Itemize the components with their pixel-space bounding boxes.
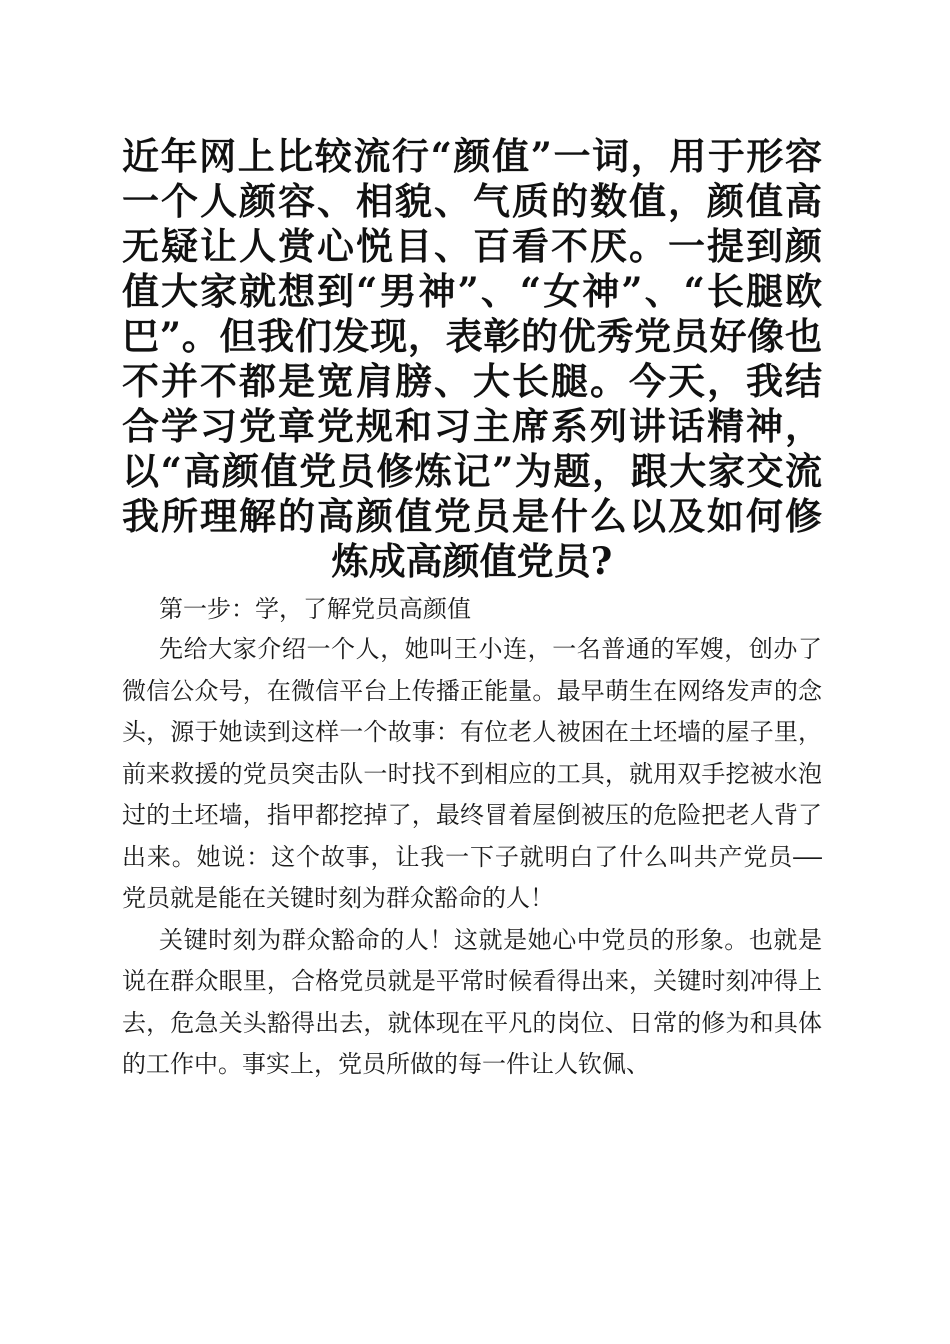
intro-paragraph: 近年网上比较流行“颜值”一词，用于形容一个人颜容、相貌、气质的数值，颜值高无疑让人赏心悦目、百看不厌。一提到颜值大家就想到“男神”、“女神”、“长腿欧巴”。但我们发现，表彰的优秀党员好像也不并不都是宽肩膀、大长腿。今天，我结合学习党章党规和习主席系列讲话精神，以“高颜值党员修炼记”为题，跟大家交流我所理解的高颜值党员是什么以及如何修炼成高颜值党员?	[122, 134, 822, 583]
section-heading: 第一步：学，了解党员高颜值	[159, 595, 471, 623]
body-section	[122, 589, 822, 1086]
body-paragraph-2: 关键时刻为群众豁命的人！这就是她心中党员的形象。也就是说在群众眼里，合格党员就是平常时候看得出来，关键时刻冲得上去，危急关头豁得出去，就体现在平凡的岗位、日常的修为和具体的工作中。事实上，党员所做的每一件让人钦佩、	[122, 925, 822, 1078]
body-paragraph-1: 先给大家介绍一个人，她叫王小连，一名普通的军嫂，创办了微信公众号，在微信平台上传播正能量。最早萌生在网络发声的念头，源于她读到这样一个故事：有位老人被困在土坯墙的屋子里，前来救援的党员突击队一时找不到相应的工具，就用双手挖被水泡过的土坯墙，指甲都挖掉了，最终冒着屋倒被压的危险把老人背了出来。她说：这个故事，让我一下子就明白了什么叫共产党员——党员就是能在关键时刻为群众豁命的人！	[122, 635, 822, 912]
